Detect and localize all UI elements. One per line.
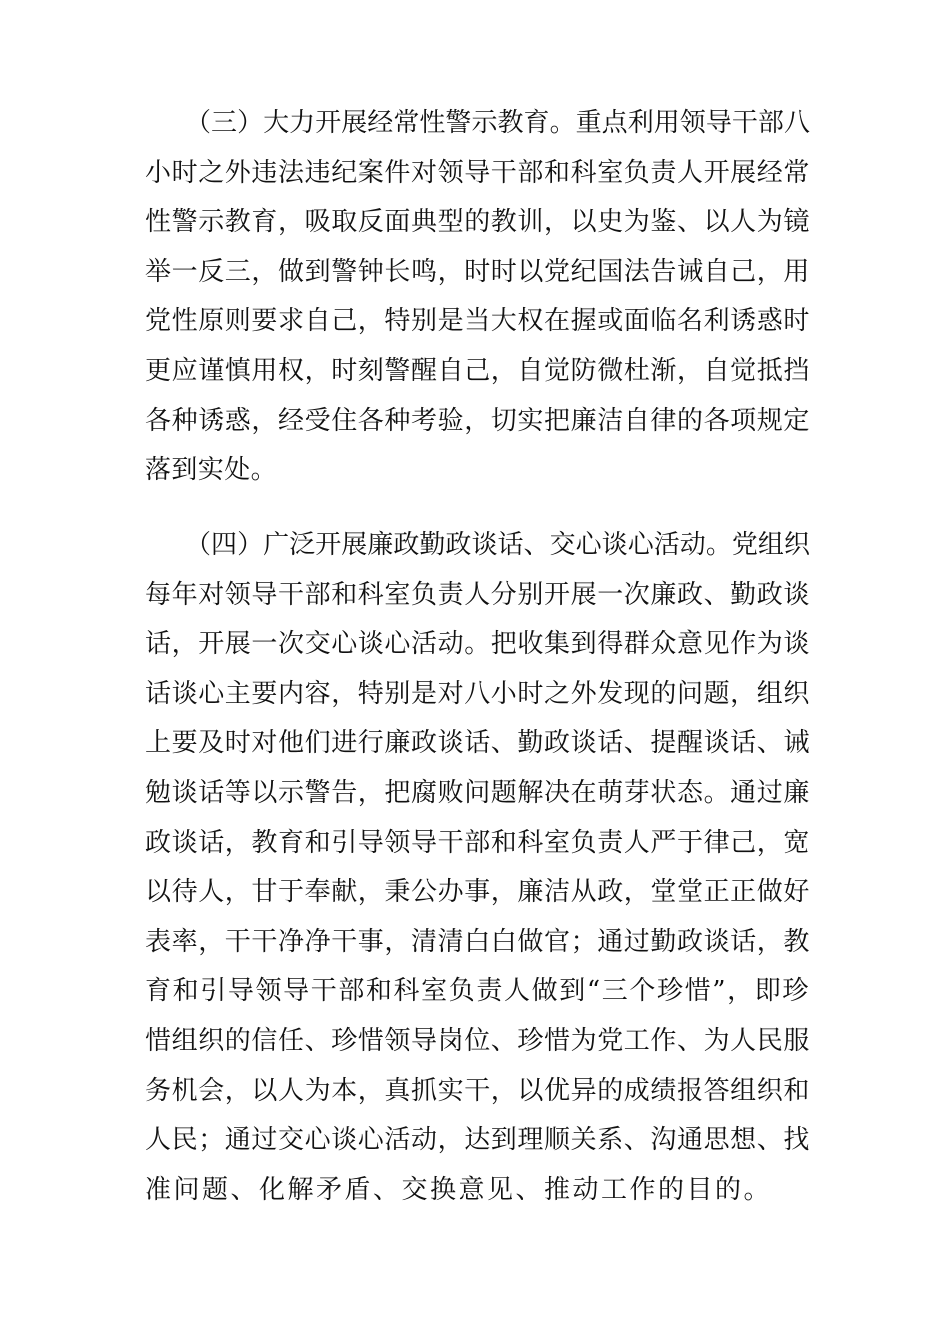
paragraph-warning-education	[145, 99, 810, 496]
paragraph-line: 以待人，甘于奉献，秉公办事，廉洁从政，堂堂正正做好	[145, 877, 810, 908]
paragraph-line: （四）广泛开展廉政勤政谈话、交心谈心活动。党组织	[185, 530, 810, 560]
paragraph-line: 话谈心主要内容，特别是对八小时之外发现的问题，组织	[145, 678, 810, 709]
paragraph-line: 惜组织的信任、珍惜领导岗位、珍惜为党工作、为人民服	[145, 1025, 810, 1056]
paragraph-line: 育和引导领导干部和科室负责人做到“三个珍惜”，即珍	[145, 976, 810, 1007]
paragraph-line: 上要及时对他们进行廉政谈话、勤政谈话、提醒谈话、诫	[145, 728, 810, 759]
paragraph-line: 各种诱惑，经受住各种考验，切实把廉洁自律的各项规定	[145, 405, 810, 436]
paragraph-line: 性警示教育，吸取反面典型的教训，以史为鉴、以人为镜	[145, 207, 810, 238]
paragraph-line: 小时之外违法违纪案件对领导干部和科室负责人开展经常	[145, 157, 810, 188]
paragraph-line: （三）大力开展经常性警示教育。重点利用领导干部八	[185, 108, 810, 138]
paragraph-integrity-talks	[145, 521, 810, 1215]
paragraph-line: 落到实处。	[145, 455, 278, 486]
paragraph-line: 更应谨慎用权，时刻警醒自己，自觉防微杜渐，自觉抵挡	[145, 355, 810, 386]
paragraph-line: 话，开展一次交心谈心活动。把收集到得群众意见作为谈	[145, 629, 810, 660]
paragraph-line: 准问题、化解矛盾、交换意见、推动工作的目的。	[145, 1174, 773, 1205]
paragraph-line: 表率，干干净净干事，清清白白做官；通过勤政谈话，教	[145, 926, 810, 957]
paragraph-line: 务机会，以人为本，真抓实干，以优异的成绩报答组织和	[145, 1075, 810, 1106]
paragraph-line: 人民；通过交心谈心活动，达到理顺关系、沟通思想、找	[145, 1125, 810, 1156]
paragraph-line: 举一反三，做到警钟长鸣，时时以党纪国法告诫自己，用	[145, 256, 810, 287]
paragraph-line: 每年对领导干部和科室负责人分别开展一次廉政、勤政谈	[145, 579, 810, 610]
paragraph-line: 政谈话，教育和引导领导干部和科室负责人严于律己，宽	[145, 827, 810, 858]
paragraph-line: 党性原则要求自己，特别是当大权在握或面临名利诱惑时	[145, 306, 810, 337]
paragraph-line: 勉谈话等以示警告，把腐败问题解决在萌芽状态。通过廉	[145, 777, 810, 808]
